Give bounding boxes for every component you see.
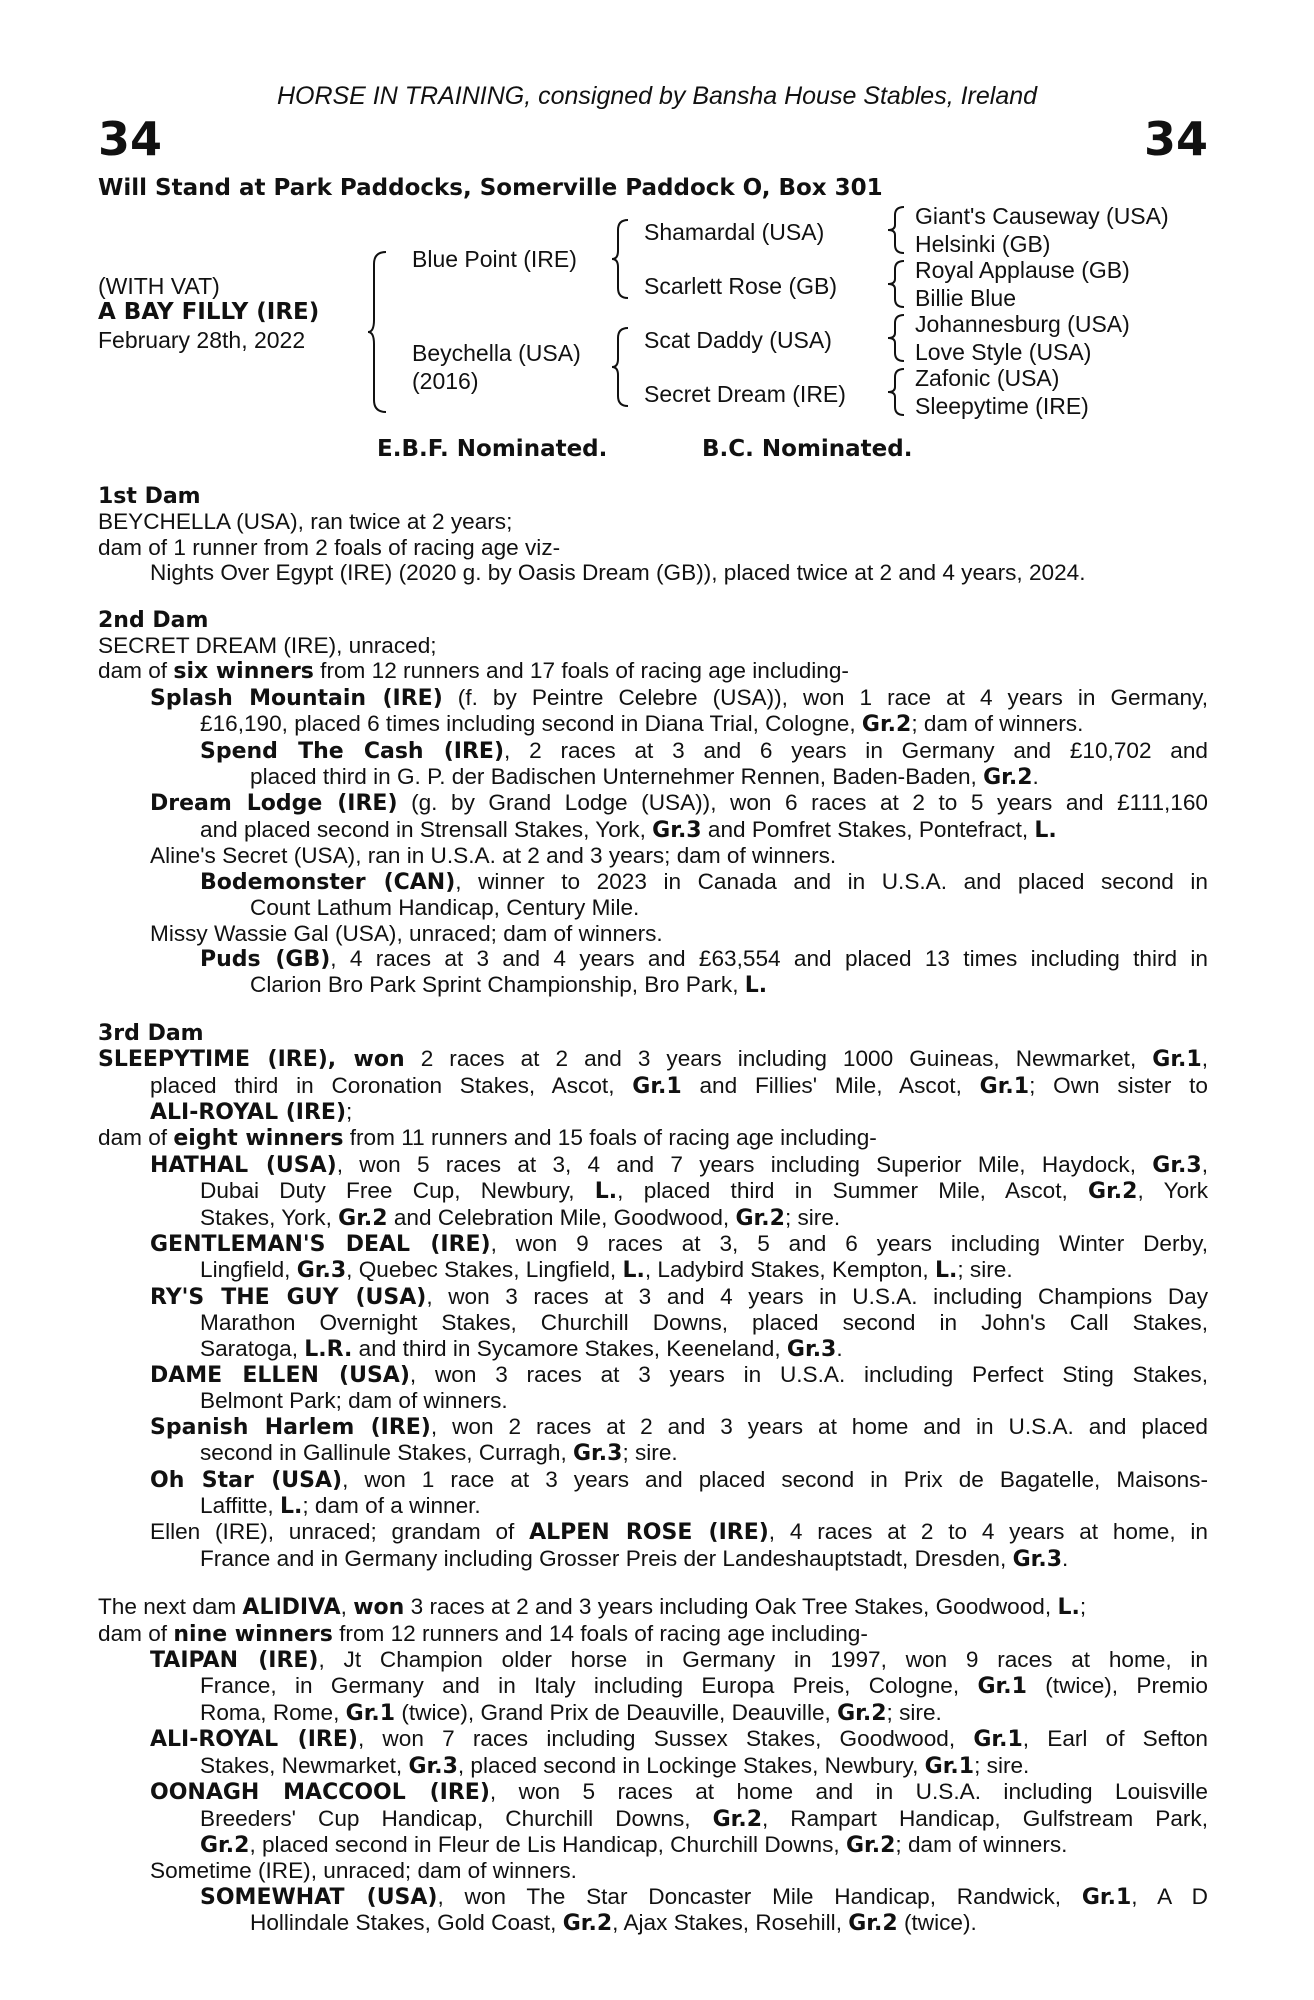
text-run: Missy Wassie Gal (USA), unraced; dam of winners.: [150, 920, 663, 946]
text-run: , Ajax Stakes, Rosehill,: [612, 1910, 849, 1936]
text-run: placed third in G. P. der Badischen Unternehmer Rennen, Baden-Baden,: [250, 764, 984, 790]
text-run: from 12 runners and 17 foals of racing age including-: [313, 658, 849, 684]
text-line: [98, 1519, 1208, 1545]
text-run: dam of: [98, 658, 174, 684]
bold-text: Spend The Cash (IRE): [200, 738, 505, 764]
text-line: [98, 1753, 1208, 1779]
text-run: Breeders' Cup Handicap, Churchill Downs,: [200, 1805, 713, 1831]
text-line: [98, 1832, 1208, 1858]
text-run: , won 5 races at home and in U.S.A. including Louisville: [489, 1779, 1208, 1805]
text-run: , placed third in Summer Mile, Ascot,: [617, 1178, 1089, 1204]
text-line: [98, 1336, 1208, 1362]
text-run: ,: [1201, 1151, 1208, 1177]
text-line: [98, 658, 1208, 684]
text-run: BEYCHELLA (USA), ran twice at 2 years;: [98, 509, 513, 535]
bold-text: Bodemonster (CAN): [200, 869, 456, 895]
text-line: [98, 921, 1208, 946]
bold-text: Gr.3: [408, 1753, 458, 1779]
bold-text: Gr.3: [786, 1336, 837, 1362]
text-run: , won 7 races including Sussex Stakes, Goodwood,: [357, 1726, 974, 1752]
text-run: Hollindale Stakes, Gold Coast,: [250, 1910, 563, 1936]
dam-dam-name: Secret Dream (IRE): [644, 381, 846, 407]
text-line: [98, 1440, 1208, 1466]
text-line: [98, 1046, 1208, 1072]
bold-text: Gr.2: [712, 1806, 762, 1832]
pedigree-brace: [368, 250, 390, 414]
text-run: , won 5 races at 3, 4 and 7 years including Superior Mile, Haydock,: [336, 1151, 1153, 1177]
text-run: , won 2 races at 2 and 3 years at home and in U.S.A. and placed: [430, 1413, 1208, 1439]
text-line: [98, 1152, 1208, 1178]
g-brace-1: [888, 205, 906, 255]
bold-text: DAME ELLEN (USA): [150, 1363, 410, 1388]
bold-text: L.: [1057, 1595, 1080, 1621]
text-run: Aline's Secret (USA), ran in U.S.A. at 2 and 3 years; dam of winners.: [150, 843, 837, 869]
bold-text: OONAGH MACCOOL (IRE): [150, 1780, 490, 1806]
bold-text: Gr.3: [573, 1441, 623, 1467]
text-run: , placed second in Fleur de Lis Handicap, Churchill Downs,: [249, 1831, 846, 1857]
text-run: Belmont Park; dam of winners.: [200, 1388, 508, 1414]
ebf-nomination: E.B.F. Nominated.: [377, 436, 608, 462]
bold-text: Gr.3: [296, 1258, 347, 1284]
bold-text: ALI-ROYAL (IRE): [150, 1727, 358, 1753]
text-line: [98, 1257, 1208, 1283]
bold-text: RY'S THE GUY (USA): [150, 1284, 427, 1310]
text-run: , won 1 race at 3 years and placed second in Prix de Bagatelle, Maisons-: [342, 1466, 1209, 1492]
grandparent-8: Sleepytime (IRE): [915, 393, 1089, 419]
text-run: (twice), Grand Prix de Deauville, Deauville,: [395, 1699, 838, 1725]
text-line: [98, 1284, 1208, 1310]
text-line: [98, 1493, 1208, 1519]
text-line: [98, 895, 1208, 920]
text-run: Nights Over Egypt (IRE) (2020 g. by Oasis Dream (GB)), placed twice at 2 and 4 years, 2024.: [150, 560, 1086, 586]
text-run: £16,190, placed 6 times including second in Diana Trial, Cologne,: [200, 711, 862, 737]
text-run: , 2 races at 3 and 6 years in Germany and £10,702 and: [504, 737, 1208, 763]
text-line: [98, 509, 1208, 534]
text-line: [98, 535, 1208, 560]
text-run: , won 3 races at 3 years in U.S.A. including Perfect Sting Stakes,: [409, 1362, 1208, 1387]
text-run: , placed second in Lockinge Stakes, Newbury,: [457, 1752, 925, 1778]
bold-text: Gr.3: [1152, 1152, 1202, 1178]
bold-text: Gr.2: [1088, 1179, 1138, 1205]
text-line: [98, 1414, 1208, 1440]
text-line: [98, 1362, 1208, 1388]
foaling-date: February 28th, 2022: [98, 327, 306, 353]
text-line: [98, 790, 1208, 816]
bold-text: SLEEPYTIME (IRE), won: [98, 1047, 405, 1073]
bold-text: Gr.1: [1152, 1047, 1202, 1073]
grandparent-5: Johannesburg (USA): [915, 311, 1130, 337]
text-run: , won 9 races at 3, 5 and 6 years including Winter Derby,: [490, 1230, 1208, 1256]
bold-text: Gr.2: [848, 1911, 898, 1937]
text-line: [98, 633, 1208, 658]
text-line: [98, 1700, 1208, 1726]
page-header-title: HORSE IN TRAINING, consigned by Bansha House Stables, Ireland: [276, 82, 1038, 110]
bold-text: Spanish Harlem (IRE): [150, 1414, 431, 1440]
text-line: [98, 1647, 1208, 1673]
bold-text: ALPEN ROSE (IRE): [529, 1520, 769, 1546]
sire-sire-name: Shamardal (USA): [644, 219, 825, 245]
bold-text: Gr.1: [1081, 1884, 1132, 1910]
bold-text: Gr.1: [924, 1753, 975, 1779]
bold-text: L.: [934, 1258, 958, 1284]
grandparent-3: Royal Applause (GB): [915, 257, 1130, 283]
bold-text: Oh Star (USA): [150, 1467, 343, 1493]
bold-text: won: [353, 1595, 405, 1621]
text-run: ; sire.: [784, 1204, 841, 1230]
text-run: dam of 1 runner from 2 foals of racing age viz-: [98, 534, 561, 560]
text-run: second in Gallinule Stakes, Curragh,: [200, 1440, 573, 1466]
text-run: (twice), Premio: [1026, 1673, 1208, 1699]
text-run: ; dam of winners.: [911, 711, 1084, 737]
bold-text: Gr.3: [1012, 1546, 1062, 1572]
text-run: from 12 runners and 14 foals of racing age including-: [332, 1620, 868, 1646]
text-run: .: [836, 1335, 843, 1361]
bold-text: Gr.2: [200, 1832, 250, 1858]
grandparent-6: Love Style (USA): [915, 339, 1092, 365]
text-run: , Quebec Stakes, Lingfield,: [346, 1257, 623, 1283]
bold-text: six winners: [173, 659, 314, 685]
text-run: Laffitte,: [200, 1493, 280, 1519]
bold-text: Gr.1: [345, 1700, 396, 1726]
text-run: , 4 races at 3 and 4 years and £63,554 and placed 13 times including third in: [330, 945, 1208, 971]
text-run: ; sire.: [957, 1257, 1013, 1283]
text-run: , Rampart Handicap, Gulfstream Park,: [762, 1805, 1208, 1831]
text-line: [98, 1779, 1208, 1805]
dam-brace: [612, 326, 630, 408]
text-run: , Jt Champion older horse in Germany in 1997, won 9 races at home, in: [318, 1647, 1208, 1673]
text-run: France and in Germany including Grosser Preis der Landeshauptstadt, Dresden,: [200, 1545, 1013, 1571]
text-run: ,: [340, 1594, 354, 1620]
lot-number-left: 34: [98, 112, 163, 166]
text-run: ; dam of a winner.: [302, 1493, 481, 1519]
bold-text: L.R.: [304, 1336, 353, 1362]
text-run: 2 races at 2 and 3 years including 1000 Guineas, Newmarket,: [404, 1046, 1153, 1072]
bold-text: Gr.1: [973, 1727, 1023, 1753]
text-line: [98, 1099, 1208, 1125]
text-run: SECRET DREAM (IRE), unraced;: [98, 633, 437, 659]
text-run: ,: [1201, 1046, 1208, 1072]
bold-text: GENTLEMAN'S DEAL (IRE): [150, 1231, 491, 1257]
bold-text: Gr.1: [979, 1073, 1030, 1099]
text-run: Stakes, York,: [200, 1204, 339, 1230]
text-line: [98, 1910, 1208, 1936]
text-run: Lingfield,: [200, 1257, 297, 1283]
bold-text: Splash Mountain (IRE): [150, 685, 443, 711]
bold-text: SOMEWHAT (USA): [200, 1884, 438, 1910]
bold-text: Gr.2: [837, 1700, 887, 1726]
g-brace-2: [888, 259, 906, 309]
lot-number-right: 34: [1143, 112, 1208, 166]
text-run: Count Lathum Handicap, Century Mile.: [250, 895, 640, 921]
text-line: [98, 1467, 1208, 1493]
bold-text: Gr.2: [562, 1911, 613, 1937]
text-run: Clarion Bro Park Sprint Championship, Bro Park,: [250, 972, 745, 998]
text-run: Ellen (IRE), unraced; grandam of: [150, 1519, 530, 1545]
text-run: ; dam of winners.: [895, 1831, 1068, 1857]
text-run: , Ladybird Stakes, Kempton,: [644, 1257, 935, 1283]
text-line: [98, 1673, 1208, 1699]
text-run: dam of: [98, 1620, 174, 1646]
bold-text: Dream Lodge (IRE): [150, 791, 398, 817]
g-brace-3: [888, 313, 906, 363]
bold-text: Gr.1: [632, 1073, 682, 1099]
text-line: [98, 972, 1208, 998]
bold-text: Gr.3: [652, 817, 702, 843]
text-run: Roma, Rome,: [200, 1699, 346, 1725]
bold-text: L.: [594, 1179, 618, 1205]
text-run: Sometime (IRE), unraced; dam of winners.: [150, 1858, 577, 1884]
dam-year: (2016): [412, 368, 479, 394]
text-line: [98, 1594, 1208, 1620]
text-line: [98, 1884, 1208, 1910]
text-line: [98, 1125, 1208, 1151]
text-run: The next dam: [98, 1594, 243, 1620]
text-line: [98, 1205, 1208, 1231]
bold-text: L.: [622, 1258, 645, 1284]
text-run: from 11 runners and 15 foals of racing age including-: [343, 1125, 877, 1151]
text-run: ; sire.: [622, 1440, 678, 1466]
dam-name: Beychella (USA): [412, 340, 581, 366]
text-line: [98, 1858, 1208, 1883]
text-run: , York: [1137, 1178, 1208, 1204]
text-line: [98, 817, 1208, 843]
bold-text: Gr.2: [861, 712, 912, 738]
text-run: ;: [346, 1098, 353, 1124]
text-line: [98, 685, 1208, 711]
text-line: [98, 1310, 1208, 1335]
text-run: Saratoga,: [200, 1335, 305, 1361]
bold-text: Gr.1: [977, 1674, 1027, 1700]
sire-dam-name: Scarlett Rose (GB): [644, 273, 837, 299]
dam-sire-name: Scat Daddy (USA): [644, 327, 832, 353]
text-run: .: [1032, 764, 1039, 790]
bold-text: Puds (GB): [200, 946, 331, 972]
grandparent-2: Helsinki (GB): [915, 231, 1051, 257]
text-run: , won 3 races at 3 and 4 years in U.S.A. including Champions Day: [426, 1283, 1208, 1309]
bold-text: L.: [279, 1494, 303, 1520]
bold-text: Gr.2: [735, 1205, 785, 1231]
text-run: and Fillies' Mile, Ascot,: [681, 1072, 980, 1098]
bold-text: L.: [1034, 817, 1057, 843]
sire-brace: [612, 218, 630, 300]
text-run: .: [1062, 1545, 1069, 1571]
text-line: [98, 869, 1208, 895]
text-line: [98, 1546, 1208, 1572]
text-run: Marathon Overnight Stakes, Churchill Downs, placed second in John's Call Stakes,: [200, 1310, 1208, 1336]
text-run: (g. by Grand Lodge (USA)), won 6 races at 2 to 5 years and £111,160: [397, 790, 1208, 816]
vat-note: (WITH VAT): [98, 273, 220, 299]
bold-text: nine winners: [173, 1621, 333, 1647]
grandparent-4: Billie Blue: [915, 285, 1016, 311]
text-line: [98, 1621, 1208, 1647]
text-run: and third in Sycamore Stakes, Keeneland,: [352, 1335, 787, 1361]
text-line: [98, 764, 1208, 790]
text-run: ; sire.: [886, 1699, 942, 1725]
bold-text: eight winners: [173, 1126, 344, 1152]
bold-text: Gr.2: [983, 765, 1033, 791]
text-run: , winner to 2023 in Canada and in U.S.A. and placed second in: [455, 868, 1208, 894]
text-line: [98, 946, 1208, 972]
stand-location: Will Stand at Park Paddocks, Somerville Paddock O, Box 301: [98, 175, 883, 201]
text-line: [98, 1388, 1208, 1413]
text-run: dam of: [98, 1125, 174, 1151]
text-run: France, in Germany and in Italy including Europa Preis, Cologne,: [200, 1673, 978, 1699]
text-run: (f. by Peintre Celebre (USA)), won 1 race at 4 years in Germany,: [442, 684, 1208, 710]
text-run: 3 races at 2 and 3 years including Oak Tree Stakes, Goodwood,: [404, 1594, 1058, 1620]
text-run: , A D: [1131, 1883, 1208, 1909]
bold-text: ALIDIVA: [242, 1595, 341, 1621]
bold-text: ALI-ROYAL (IRE): [150, 1099, 347, 1125]
bold-text: Gr.2: [845, 1832, 896, 1858]
text-line: [98, 1806, 1208, 1832]
grandparent-7: Zafonic (USA): [915, 365, 1060, 391]
text-run: (twice).: [897, 1910, 977, 1936]
bold-text: HATHAL (USA): [150, 1152, 337, 1178]
text-line: [98, 711, 1208, 737]
text-run: and placed second in Strensall Stakes, York,: [200, 816, 653, 842]
text-line: [98, 1231, 1208, 1257]
text-run: ;: [1079, 1594, 1087, 1620]
text-line: [98, 843, 1208, 868]
bc-nomination: B.C. Nominated.: [702, 436, 913, 462]
text-run: placed third in Coronation Stakes, Ascot,: [150, 1072, 633, 1098]
text-run: Dubai Duty Free Cup, Newbury,: [200, 1178, 595, 1204]
text-run: Stakes, Newmarket,: [200, 1752, 409, 1778]
catalogue-body: [98, 484, 1208, 1937]
bold-text: Gr.2: [338, 1205, 388, 1231]
text-run: and Pomfret Stakes, Pontefract,: [701, 816, 1035, 842]
bold-text: L.: [744, 973, 768, 999]
text-run: , Earl of Sefton: [1022, 1726, 1209, 1752]
text-run: and Celebration Mile, Goodwood,: [387, 1204, 736, 1230]
text-run: ; sire.: [974, 1752, 1030, 1778]
text-line: [98, 560, 1208, 585]
text-line: [98, 738, 1208, 764]
text-line: [98, 1726, 1208, 1752]
section-heading: 1st Dam: [98, 484, 201, 509]
horse-name: A BAY FILLY (IRE): [98, 299, 320, 325]
text-run: , 4 races at 2 to 4 years at home, in: [768, 1519, 1208, 1545]
section-heading: 3rd Dam: [98, 1020, 204, 1046]
sire-name: Blue Point (IRE): [412, 246, 577, 272]
text-run: ; Own sister to: [1029, 1072, 1208, 1098]
text-line: [98, 1073, 1208, 1099]
section-heading: 2nd Dam: [98, 607, 209, 633]
text-run: , won The Star Doncaster Mile Handicap, Randwick,: [437, 1883, 1082, 1909]
bold-text: TAIPAN (IRE): [150, 1648, 319, 1674]
grandparent-1: Giant's Causeway (USA): [915, 203, 1169, 229]
g-brace-4: [888, 367, 906, 417]
text-line: [98, 1178, 1208, 1204]
